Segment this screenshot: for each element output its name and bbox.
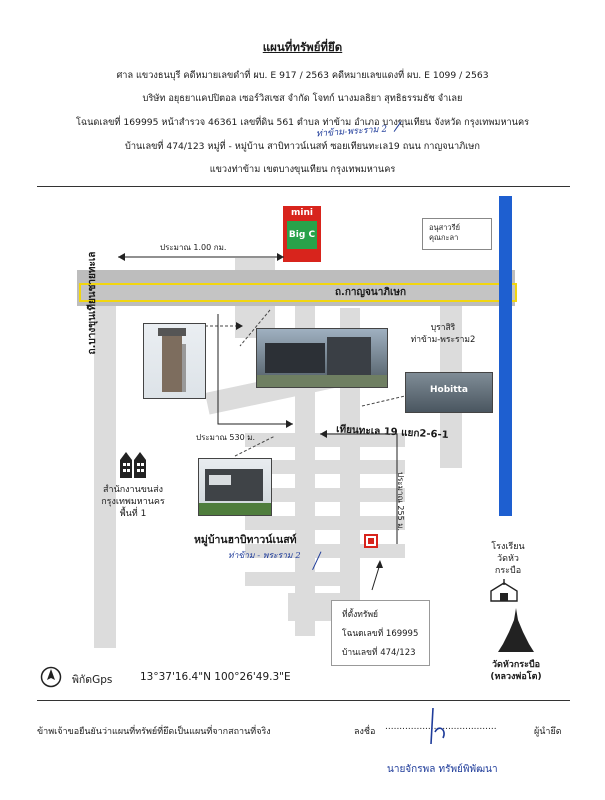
page-title: แผนที่ทรัพย์ที่ยึด — [262, 40, 343, 54]
signature-mark — [425, 704, 455, 754]
case-line: ศาล แขวงธนบุรี คดีหมายเลขดำที่ ผบ. E 917 / 2563 คดีหมายเลขแดงที่ ผบ. E 1099 / 2563 — [116, 70, 489, 81]
hobitta-sign: Hobitta — [430, 385, 468, 395]
gps-label: พิกัดGps — [72, 674, 113, 686]
distance-top-label: ประมาณ 1.00 กม. — [160, 243, 227, 252]
temple-icon — [496, 606, 536, 654]
parties-line: บริษัท อยุธยาแคปปิตอล เซอร์วิสเซส จำกัด โจทก์ นางมลธิยา สุทธิธรรมธัช จำเลย — [142, 93, 463, 104]
soi-label: เทียนทะเล 19 แยก2-6-1 — [335, 424, 449, 441]
signature-line: ....................................... — [385, 722, 497, 732]
handwritten-correction: ท่าข้าม-พระราม 2 — [315, 124, 388, 140]
property-house: บ้านเลขที่ 474/123 — [342, 648, 416, 658]
big-c-label: Big C — [287, 221, 317, 249]
village-handwritten: ท่าข้าม - พระราม 2 — [228, 551, 301, 561]
property-box-title: ที่ตั้งทรัพย์ — [342, 610, 379, 620]
compass-icon — [40, 666, 62, 688]
signer-name: นายจักรพล ทรัพย์พิพัฒนา — [387, 764, 498, 775]
office-building-icon — [118, 450, 148, 480]
deed-line: โฉนดเลขที่ 169995 หน้าสำรวจ 46361 เลขที่ดิน 561 ตำบล ท่าข้าม อำเภอ บางขุนเทียน จังหวัด กรุงเทพมหานคร — [75, 117, 530, 128]
district-line: แขวงท่าข้าม เขตบางขุนเทียน กรุงเทพมหานคร — [209, 164, 396, 175]
header-divider — [37, 186, 570, 187]
big-c-mini-text: mini — [291, 208, 313, 218]
location-map — [0, 188, 605, 688]
address-line: บ้านเลขที่ 474/123 หมู่ที่ - หมู่บ้าน สาบิทาวน์เนสท์ ซอยเทียนทะเล19 ถนน กาญจนาภิเษก — [125, 141, 480, 152]
school-icon — [489, 579, 519, 603]
main-road-label: ถ.กาญจนาภิเษก — [335, 287, 407, 298]
property-deed: โฉนดเลขที่ 169995 — [342, 629, 419, 639]
gps-value: 13°37'16.4"N 100°26'49.3"E — [140, 671, 291, 683]
distance-vertical-label: ประมาณ 255 ม. — [396, 472, 405, 532]
distance-mid-label: ประมาณ 530 ม. — [196, 433, 256, 442]
certification-text: ข้าพเจ้าขอยืนยันว่าแผนที่ทรัพย์ที่ยึดเป็นแผนที่จากสถานที่จริง — [37, 727, 271, 737]
side-road-label: ถ.บางขุนเทียนชายทะเล — [87, 251, 98, 355]
school-label: โรงเรียน วัดหัว กระบือ — [491, 542, 525, 576]
property-info-box — [331, 600, 430, 666]
village-label: หมู่บ้านฮาบิทาวน์เนสท์ — [194, 534, 297, 546]
signer-role: ผู้นำยึด — [534, 727, 562, 737]
sign-prefix: ลงชื่อ — [354, 727, 376, 737]
monument-label: อนุสาวรีย์ คุณกะลา — [422, 218, 492, 250]
village-photo — [198, 458, 272, 516]
property-marker-icon — [364, 534, 378, 548]
project-label: บุราสิริ ท่าข้าม-พระราม2 — [410, 323, 476, 345]
office-label: สำนักงานขนส่ง กรุงเทพมหานคร พื้นที่ 1 — [101, 485, 165, 519]
temple-label: วัดหัวกระบือ (หลวงพ่อโต) — [490, 660, 542, 682]
footer-divider — [37, 700, 570, 701]
